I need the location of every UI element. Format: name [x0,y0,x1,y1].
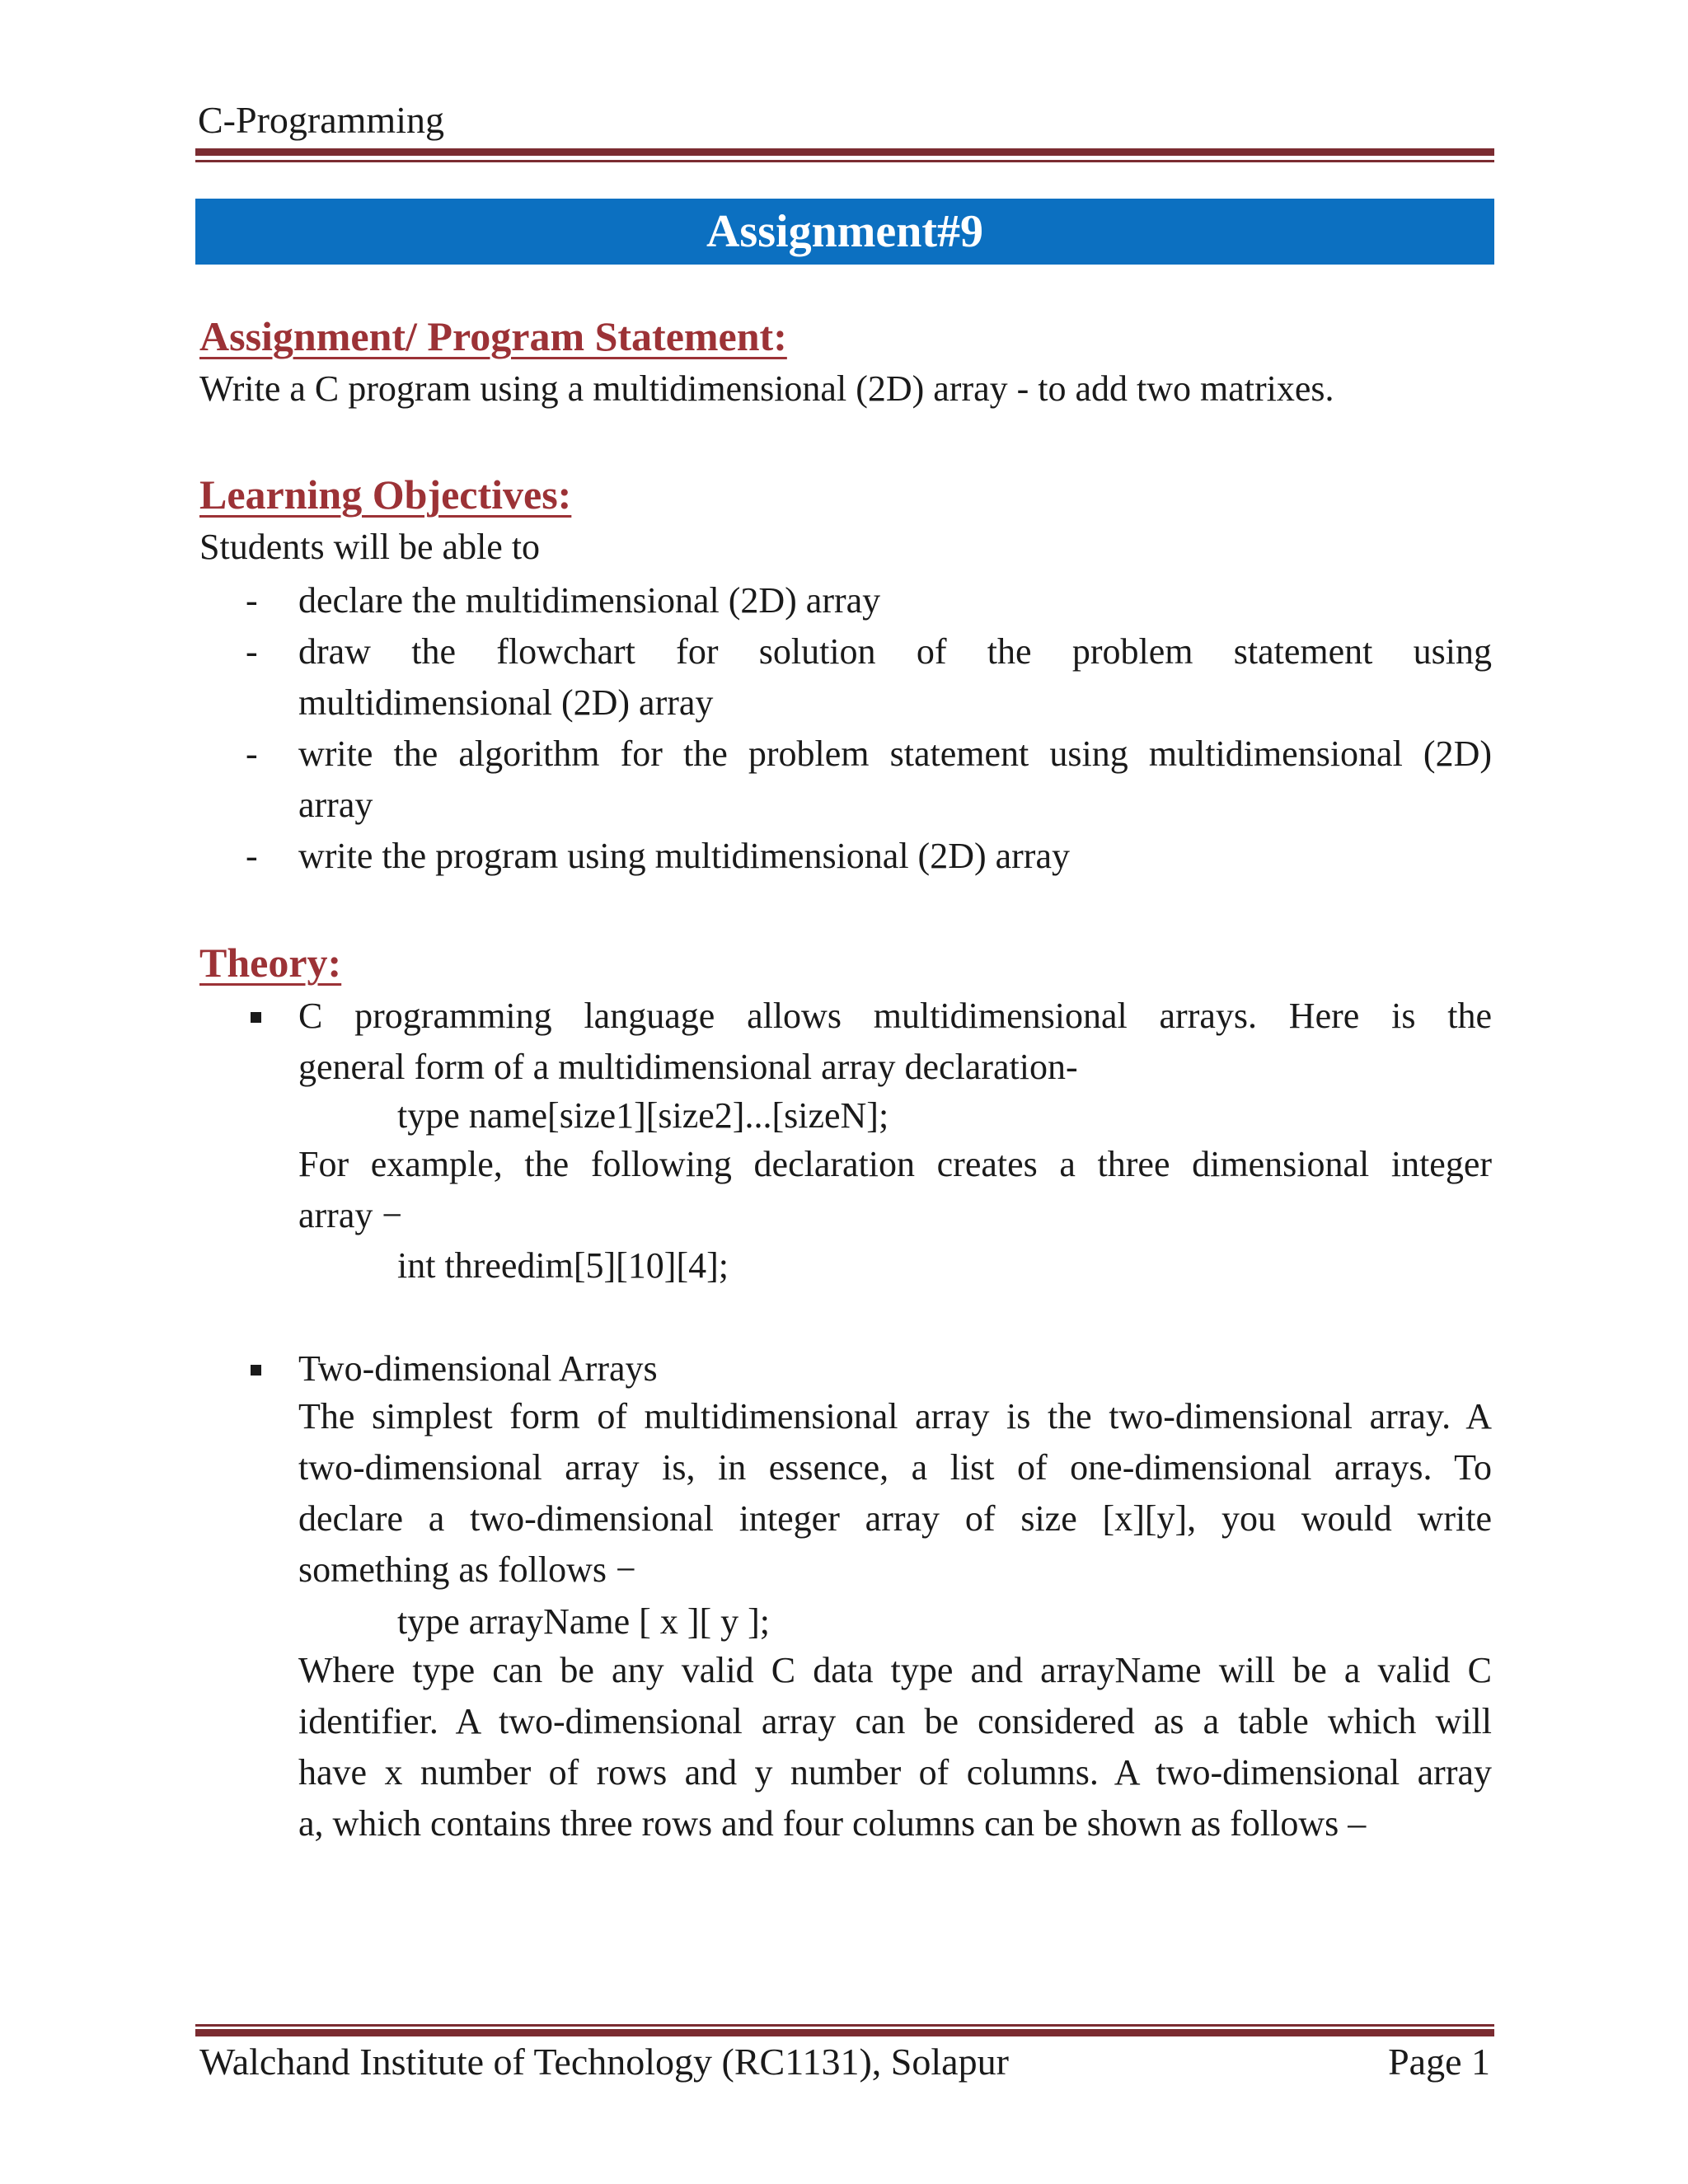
theory-heading: Theory: [199,940,342,986]
square-bullet-icon [251,1012,261,1023]
objective-line: multidimensional (2D) array [298,682,714,723]
code-2d-syntax: type arrayName [ x ][ y ]; [397,1601,771,1642]
code-example: int threedim[5][10][4]; [397,1245,729,1286]
footer-institute: Walchand Institute of Technology (RC1131), Solapur [199,2041,1009,2083]
header-rule [195,148,1494,156]
header-rule-thin [195,160,1494,162]
dash-marker: - [246,631,258,672]
theory-paragraph [298,1645,1492,1849]
theory-line: Where type can be any valid C data type and arrayName will be a valid C [298,1650,1492,1690]
objectives-intro: Students will be able to [199,527,541,567]
footer-rule-thin [195,2024,1494,2027]
theory-paragraph [298,1139,1492,1241]
theory-line: C programming language allows multidimensional arrays. Here is the [298,996,1492,1036]
footer-rule [195,2029,1494,2036]
statement-text: Write a C program using a multidimensional (2D) array - to add two matrixes. [199,368,1334,409]
objective-line: array [298,785,373,825]
assignment-banner: Assignment#9 [195,199,1494,265]
running-header: C-Programming [198,99,444,141]
statement-heading: Assignment/ Program Statement: [199,313,787,359]
theory-bullet [246,991,1492,1093]
theory-line: something as follows − [298,1549,636,1590]
theory-line: The simplest form of multidimensional array is the two-dimensional array. A [298,1396,1492,1436]
objective-line: write the program using multidimensional (2D) array [298,836,1070,876]
dash-marker: - [246,580,258,621]
theory-bullet [246,1343,1492,1394]
theory-line: a, which contains three rows and four columns can be shown as follows – [298,1803,1367,1844]
objective-line: declare the multidimensional (2D) array [298,580,881,621]
square-bullet-icon [251,1365,261,1376]
code-syntax: type name[size1][size2]...[sizeN]; [397,1095,889,1136]
theory-line: array − [298,1195,403,1235]
theory-line: have x number of rows and y number of columns. A two-dimensional array [298,1752,1492,1793]
footer-page-number: Page 1 [1388,2041,1490,2083]
objective-line: write the algorithm for the problem statement using multidimensional (2D) [298,733,1492,774]
objective-item [246,831,1492,882]
theory-line: two-dimensional array is, in essence, a list of one-dimensional arrays. To [298,1447,1492,1488]
objective-item [246,575,1492,626]
objective-item [246,626,1492,729]
theory-line: identifier. A two-dimensional array can be considered as a table which will [298,1701,1492,1741]
objectives-heading: Learning Objectives: [199,471,572,518]
dash-marker: - [246,836,258,876]
theory-paragraph [298,1391,1492,1596]
theory-subtitle: Two-dimensional Arrays [298,1348,658,1389]
objective-item [246,729,1492,831]
theory-line: declare a two-dimensional integer array of size [x][y], you would write [298,1498,1492,1539]
theory-line: general form of a multidimensional array declaration- [298,1047,1078,1087]
objective-line: draw the flowchart for solution of the problem statement using [298,631,1492,672]
theory-line: For example, the following declaration creates a three dimensional integer [298,1144,1492,1184]
dash-marker: - [246,733,258,774]
